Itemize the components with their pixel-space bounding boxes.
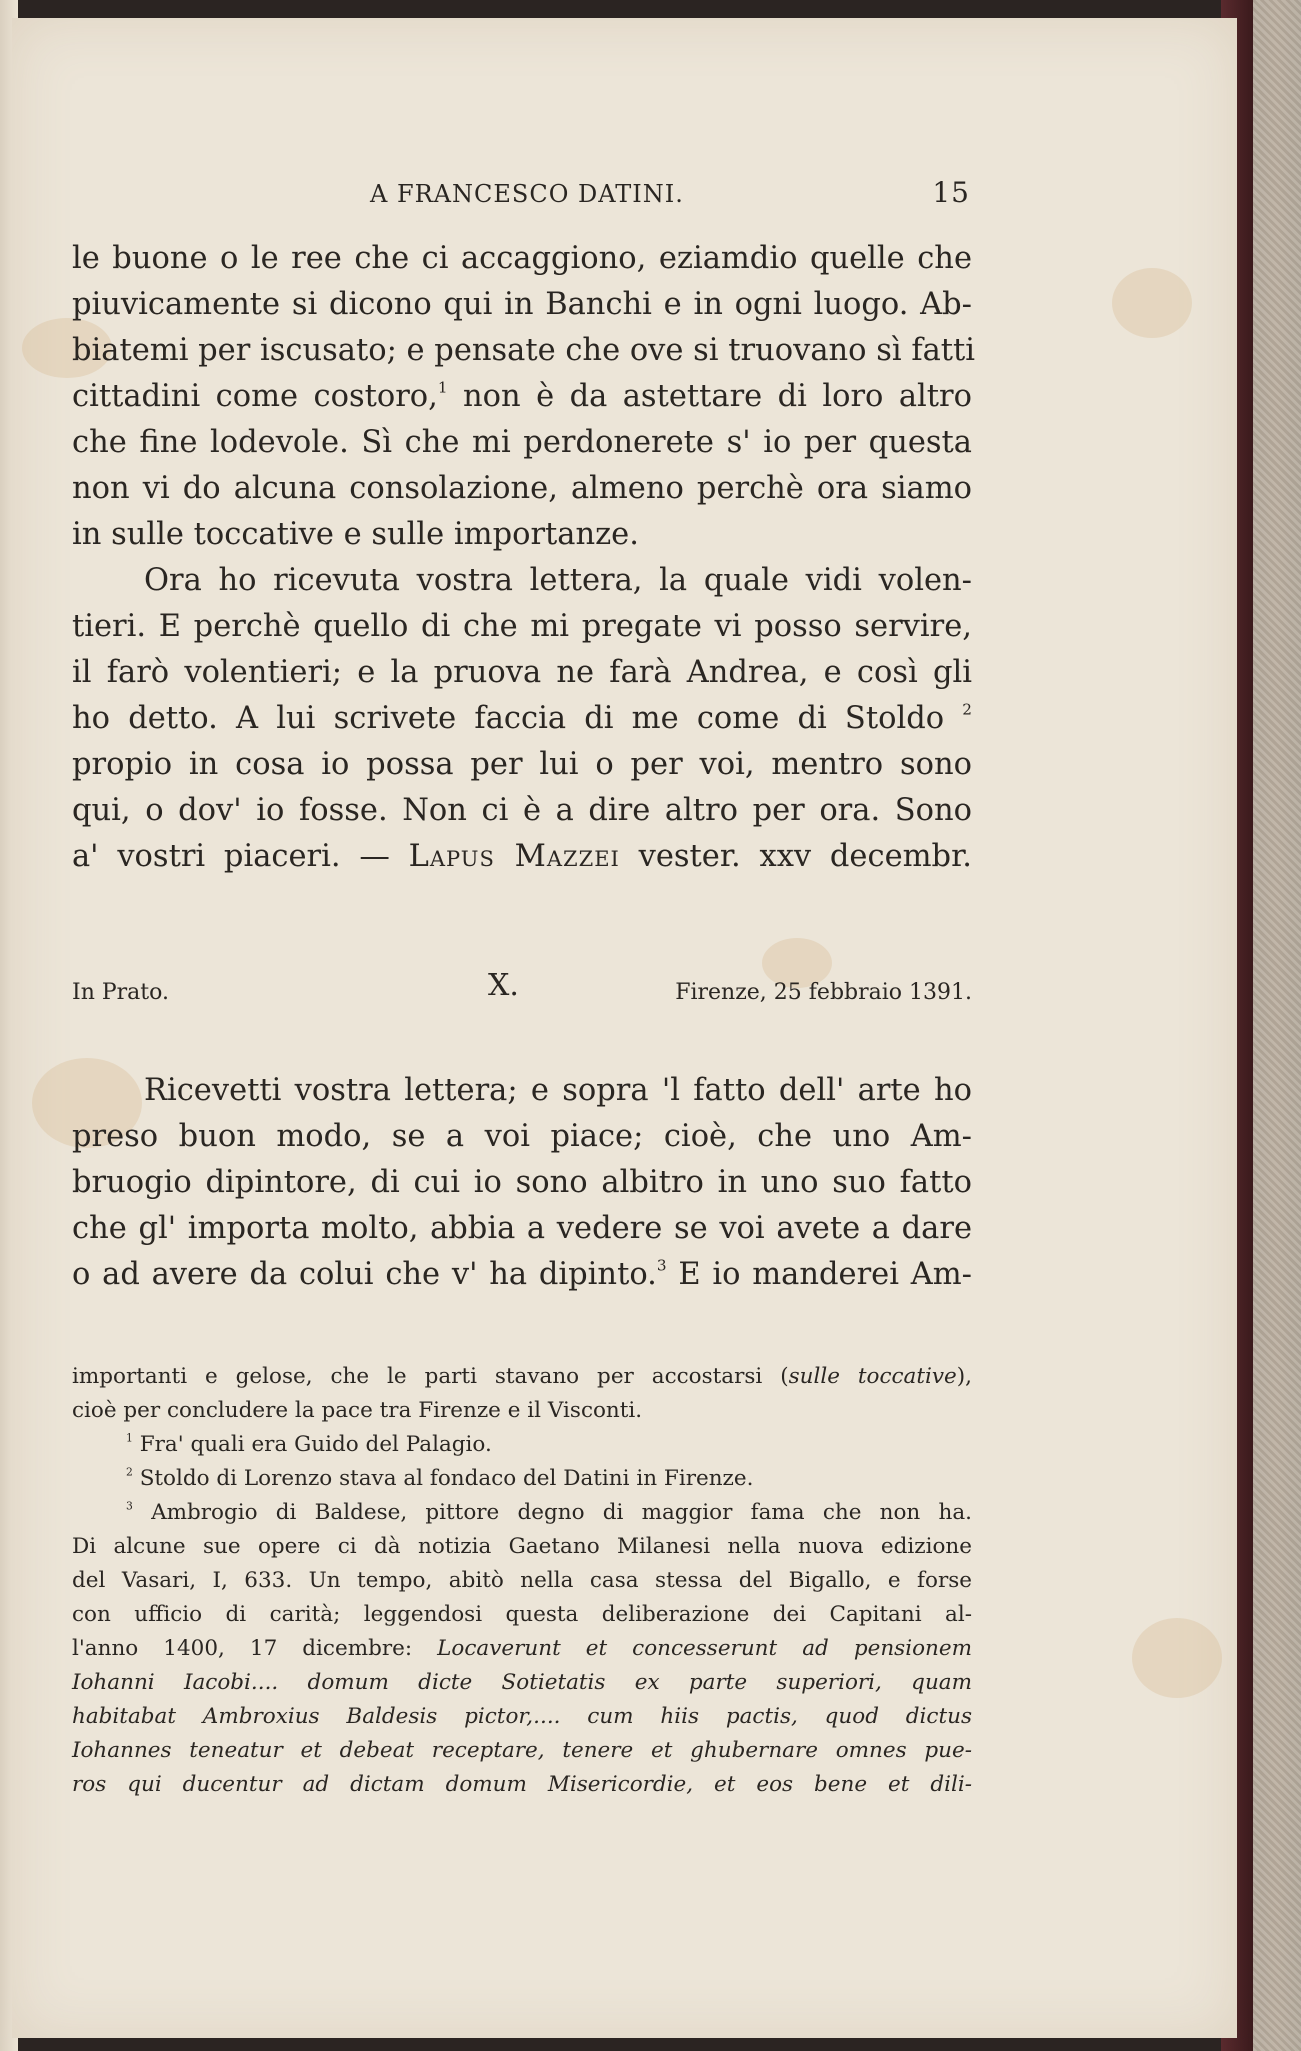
footnote-text: Fra' quali era Guido del Palagio. xyxy=(139,1432,492,1457)
text-segment: ho detto. A lui scrivete faccia di me come di Stoldo xyxy=(72,701,945,736)
closing: vester. xxv decembr. xyxy=(638,839,972,874)
footnote-line: del Vasari, I, 633. Un tempo, abitò nella casa stessa del Bigallo, e forse xyxy=(72,1568,972,1593)
letter-address: In Prato. xyxy=(72,980,169,1005)
running-header xyxy=(370,176,970,216)
footnote-line xyxy=(72,1666,972,1700)
footnote-line xyxy=(72,1768,972,1802)
italic-segment: Locaverunt et concesserunt ad pensionem xyxy=(437,1636,972,1661)
note-mark: 2 xyxy=(126,1465,133,1479)
text-line: propio in cosa io possa per lui o per voi, mentro sono xyxy=(72,747,972,782)
text-line xyxy=(72,834,972,880)
text-line: non vi do alcuna consolazione, almeno perchè ora siamo xyxy=(72,471,972,506)
footnotes xyxy=(72,1360,972,1802)
footnote-3 xyxy=(72,1496,972,1530)
foxing-stain xyxy=(1112,268,1192,338)
text-segment: ), xyxy=(956,1364,972,1389)
note-ref: 3 xyxy=(656,1256,667,1275)
footnote-1 xyxy=(72,1428,972,1462)
text-line: in sulle toccative e sulle importanze. xyxy=(72,517,639,552)
text-segment: E io manderei Am- xyxy=(678,1257,972,1292)
text-line xyxy=(72,696,972,742)
letter-heading xyxy=(72,968,972,1008)
footnote-line xyxy=(72,1360,972,1394)
footnote-line xyxy=(72,1632,972,1666)
text-line: il farò volentieri; e la pruova ne farà Andrea, e così gli xyxy=(72,655,972,690)
text-segment: importanti e gelose, che le parti stavano per accostarsi ( xyxy=(72,1364,789,1389)
signature: Lapus Mazzei xyxy=(408,839,620,874)
foxing-stain xyxy=(1132,1618,1222,1698)
footnote-2 xyxy=(72,1462,972,1496)
italic-segment: Iohannes teneatur et debeat receptare, tenere et ghubernare omnes pue- xyxy=(72,1738,972,1763)
text-line xyxy=(72,374,972,420)
note-ref: 1 xyxy=(437,378,448,397)
letter-continued xyxy=(72,236,976,880)
text-line: Ricevetti vostra lettera; e sopra 'l fatto dell' arte ho xyxy=(144,1073,972,1108)
footnote-line: Di alcune sue opere ci dà notizia Gaetano Milanesi nella nuova edizione xyxy=(72,1534,972,1559)
note-mark: 1 xyxy=(126,1431,133,1445)
text-line: che gl' importa molto, abbia a vedere se voi avete a dare xyxy=(72,1211,972,1246)
letter-numeral: X. xyxy=(488,968,519,1003)
text-segment: a' vostri piaceri. — xyxy=(72,839,390,874)
footnote-line xyxy=(72,1700,972,1734)
text-segment: cittadini come costoro, xyxy=(72,379,438,414)
text-line: bruogio dipintore, di cui io sono albitro in uno suo fatto xyxy=(72,1165,972,1200)
binding-cloth xyxy=(1253,0,1301,2051)
note-ref: 2 xyxy=(962,700,972,719)
text-line: qui, o dov' io fosse. Non ci è a dire altro per ora. Sono xyxy=(72,793,972,828)
italic-segment: Iohanni Iacobi.... domum dicte Sotietatis ex parte superiori, quam xyxy=(72,1670,972,1695)
footnote-line: con ufficio di carità; leggendosi questa deliberazione dei Capitani al- xyxy=(72,1602,972,1627)
text-line: biatemi per iscusato; e pensate che ove si truovano sì fatti xyxy=(72,333,976,368)
page-number: 15 xyxy=(932,176,970,209)
letter-dateline: Firenze, 25 febbraio 1391. xyxy=(675,980,972,1005)
text-segment: non è da astettare di loro altro xyxy=(463,379,972,414)
text-line: le buone o le ree che ci accaggiono, eziamdio quelle che xyxy=(72,241,972,276)
text-segment: o ad avere da colui che v' ha dipinto. xyxy=(72,1257,657,1292)
text-segment: l'anno 1400, 17 dicembre: xyxy=(72,1636,438,1661)
footnote-text: Stoldo di Lorenzo stava al fondaco del Datini in Firenze. xyxy=(139,1466,754,1491)
italic-segment: ros qui ducentur ad dictam domum Misericordie, et eos bene et dili- xyxy=(72,1772,972,1797)
note-mark: 3 xyxy=(126,1499,133,1513)
letter-x-body xyxy=(72,1068,972,1298)
footnote-text: Ambrogio di Baldese, pittore degno di maggior fama che non ha. xyxy=(151,1500,972,1525)
text-line: Ora ho ricevuta vostra lettera, la quale vidi volen- xyxy=(144,563,972,598)
text-line: preso buon modo, se a voi piace; cioè, che uno Am- xyxy=(72,1119,972,1154)
italic-segment: habitabat Ambroxius Baldesis pictor,.... cum hiis pactis, quod dictus xyxy=(72,1704,972,1729)
text-line xyxy=(72,1252,972,1298)
text-line: che fine lodevole. Sì che mi perdonerete s' io per questa xyxy=(72,425,972,460)
running-title: A FRANCESCO DATINI. xyxy=(370,180,684,208)
text-line: tieri. E perchè quello di che mi pregate vi posso servire, xyxy=(72,609,972,644)
italic-segment: sulle toccative xyxy=(788,1364,957,1389)
footnote-line xyxy=(72,1734,972,1768)
footnote-line: cioè per concludere la pace tra Firenze e il Visconti. xyxy=(72,1398,643,1423)
text-line: piuvicamente si dicono qui in Banchi e in ogni luogo. Ab- xyxy=(72,287,972,322)
